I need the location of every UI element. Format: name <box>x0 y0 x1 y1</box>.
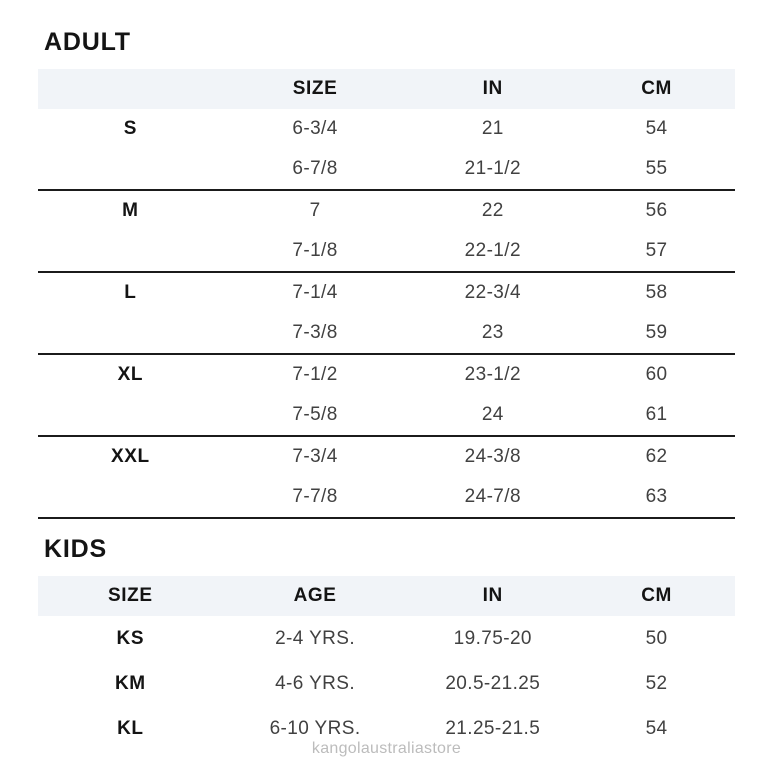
size-label: XXL <box>110 446 150 467</box>
age-cell: 4-6 YRS. <box>275 672 356 694</box>
adult-col-size: SIZE <box>292 78 338 99</box>
store-watermark: kangolaustraliastore <box>311 740 462 757</box>
cm-cell: 54 <box>645 717 668 739</box>
size-cell: 7-7/8 <box>292 486 338 507</box>
size-label: KS <box>116 627 145 649</box>
size-label: S <box>123 118 137 139</box>
adult-section-title: ADULT <box>44 28 131 56</box>
kids-col-cm: CM <box>641 585 672 606</box>
in-cell: 23-1/2 <box>464 364 521 385</box>
cm-cell: 57 <box>645 240 668 261</box>
size-cell: 6-7/8 <box>292 158 338 179</box>
in-cell: 22-3/4 <box>464 282 521 303</box>
table-row <box>38 437 735 477</box>
size-cell: 7-3/4 <box>292 446 338 467</box>
size-cell: 7-1/2 <box>292 364 338 385</box>
table-row <box>38 395 735 435</box>
in-cell: 21.25-21.5 <box>445 717 541 739</box>
table-row <box>38 616 735 661</box>
table-row <box>38 149 735 189</box>
in-cell: 20.5-21.25 <box>445 672 541 694</box>
size-label: XL <box>117 364 144 385</box>
in-cell: 22 <box>481 200 504 221</box>
kids-table-header <box>38 576 735 616</box>
size-cell: 7-1/4 <box>292 282 338 303</box>
kids-col-in: IN <box>482 585 503 606</box>
cm-cell: 60 <box>645 364 668 385</box>
age-cell: 2-4 YRS. <box>275 627 356 649</box>
table-row <box>38 273 735 313</box>
adult-table-header <box>38 69 735 109</box>
adult-col-in: IN <box>482 78 503 99</box>
in-cell: 21-1/2 <box>464 158 521 179</box>
size-cell: 7-3/8 <box>292 322 338 343</box>
cm-cell: 59 <box>645 322 668 343</box>
cm-cell: 56 <box>645 200 668 221</box>
cm-cell: 63 <box>645 486 668 507</box>
adult-group-xl <box>38 355 735 437</box>
size-cell: 6-3/4 <box>292 118 338 139</box>
kids-section-title: KIDS <box>44 535 107 563</box>
cm-cell: 55 <box>645 158 668 179</box>
size-label: L <box>124 282 137 303</box>
adult-group-m <box>38 191 735 273</box>
cm-cell: 61 <box>645 404 668 425</box>
table-row <box>38 191 735 231</box>
table-row <box>38 231 735 271</box>
table-row <box>38 355 735 395</box>
in-cell: 24 <box>481 404 504 425</box>
age-cell: 6-10 YRS. <box>269 717 361 739</box>
size-chart <box>38 0 735 751</box>
cm-cell: 52 <box>645 672 668 694</box>
in-cell: 21 <box>481 118 504 139</box>
adult-group-xxl <box>38 437 735 519</box>
size-cell: 7-5/8 <box>292 404 338 425</box>
size-label: KM <box>114 672 146 694</box>
cm-cell: 62 <box>645 446 668 467</box>
adult-group-l <box>38 273 735 355</box>
size-label: M <box>122 200 139 221</box>
cm-cell: 58 <box>645 282 668 303</box>
in-cell: 23 <box>481 322 504 343</box>
size-cell: 7 <box>309 200 321 221</box>
kids-col-age: AGE <box>293 585 337 606</box>
in-cell: 19.75-20 <box>453 627 532 649</box>
kids-col-size: SIZE <box>108 585 153 606</box>
cm-cell: 50 <box>645 627 668 649</box>
kids-table <box>38 535 735 751</box>
adult-group-s <box>38 109 735 191</box>
table-row <box>38 109 735 149</box>
size-label: KL <box>117 717 144 739</box>
size-cell: 7-1/8 <box>292 240 338 261</box>
cm-cell: 54 <box>645 118 668 139</box>
in-cell: 24-3/8 <box>464 446 521 467</box>
table-row <box>38 477 735 517</box>
in-cell: 24-7/8 <box>464 486 521 507</box>
table-row <box>38 661 735 706</box>
table-row <box>38 313 735 353</box>
in-cell: 22-1/2 <box>464 240 521 261</box>
adult-col-cm: CM <box>641 78 672 99</box>
